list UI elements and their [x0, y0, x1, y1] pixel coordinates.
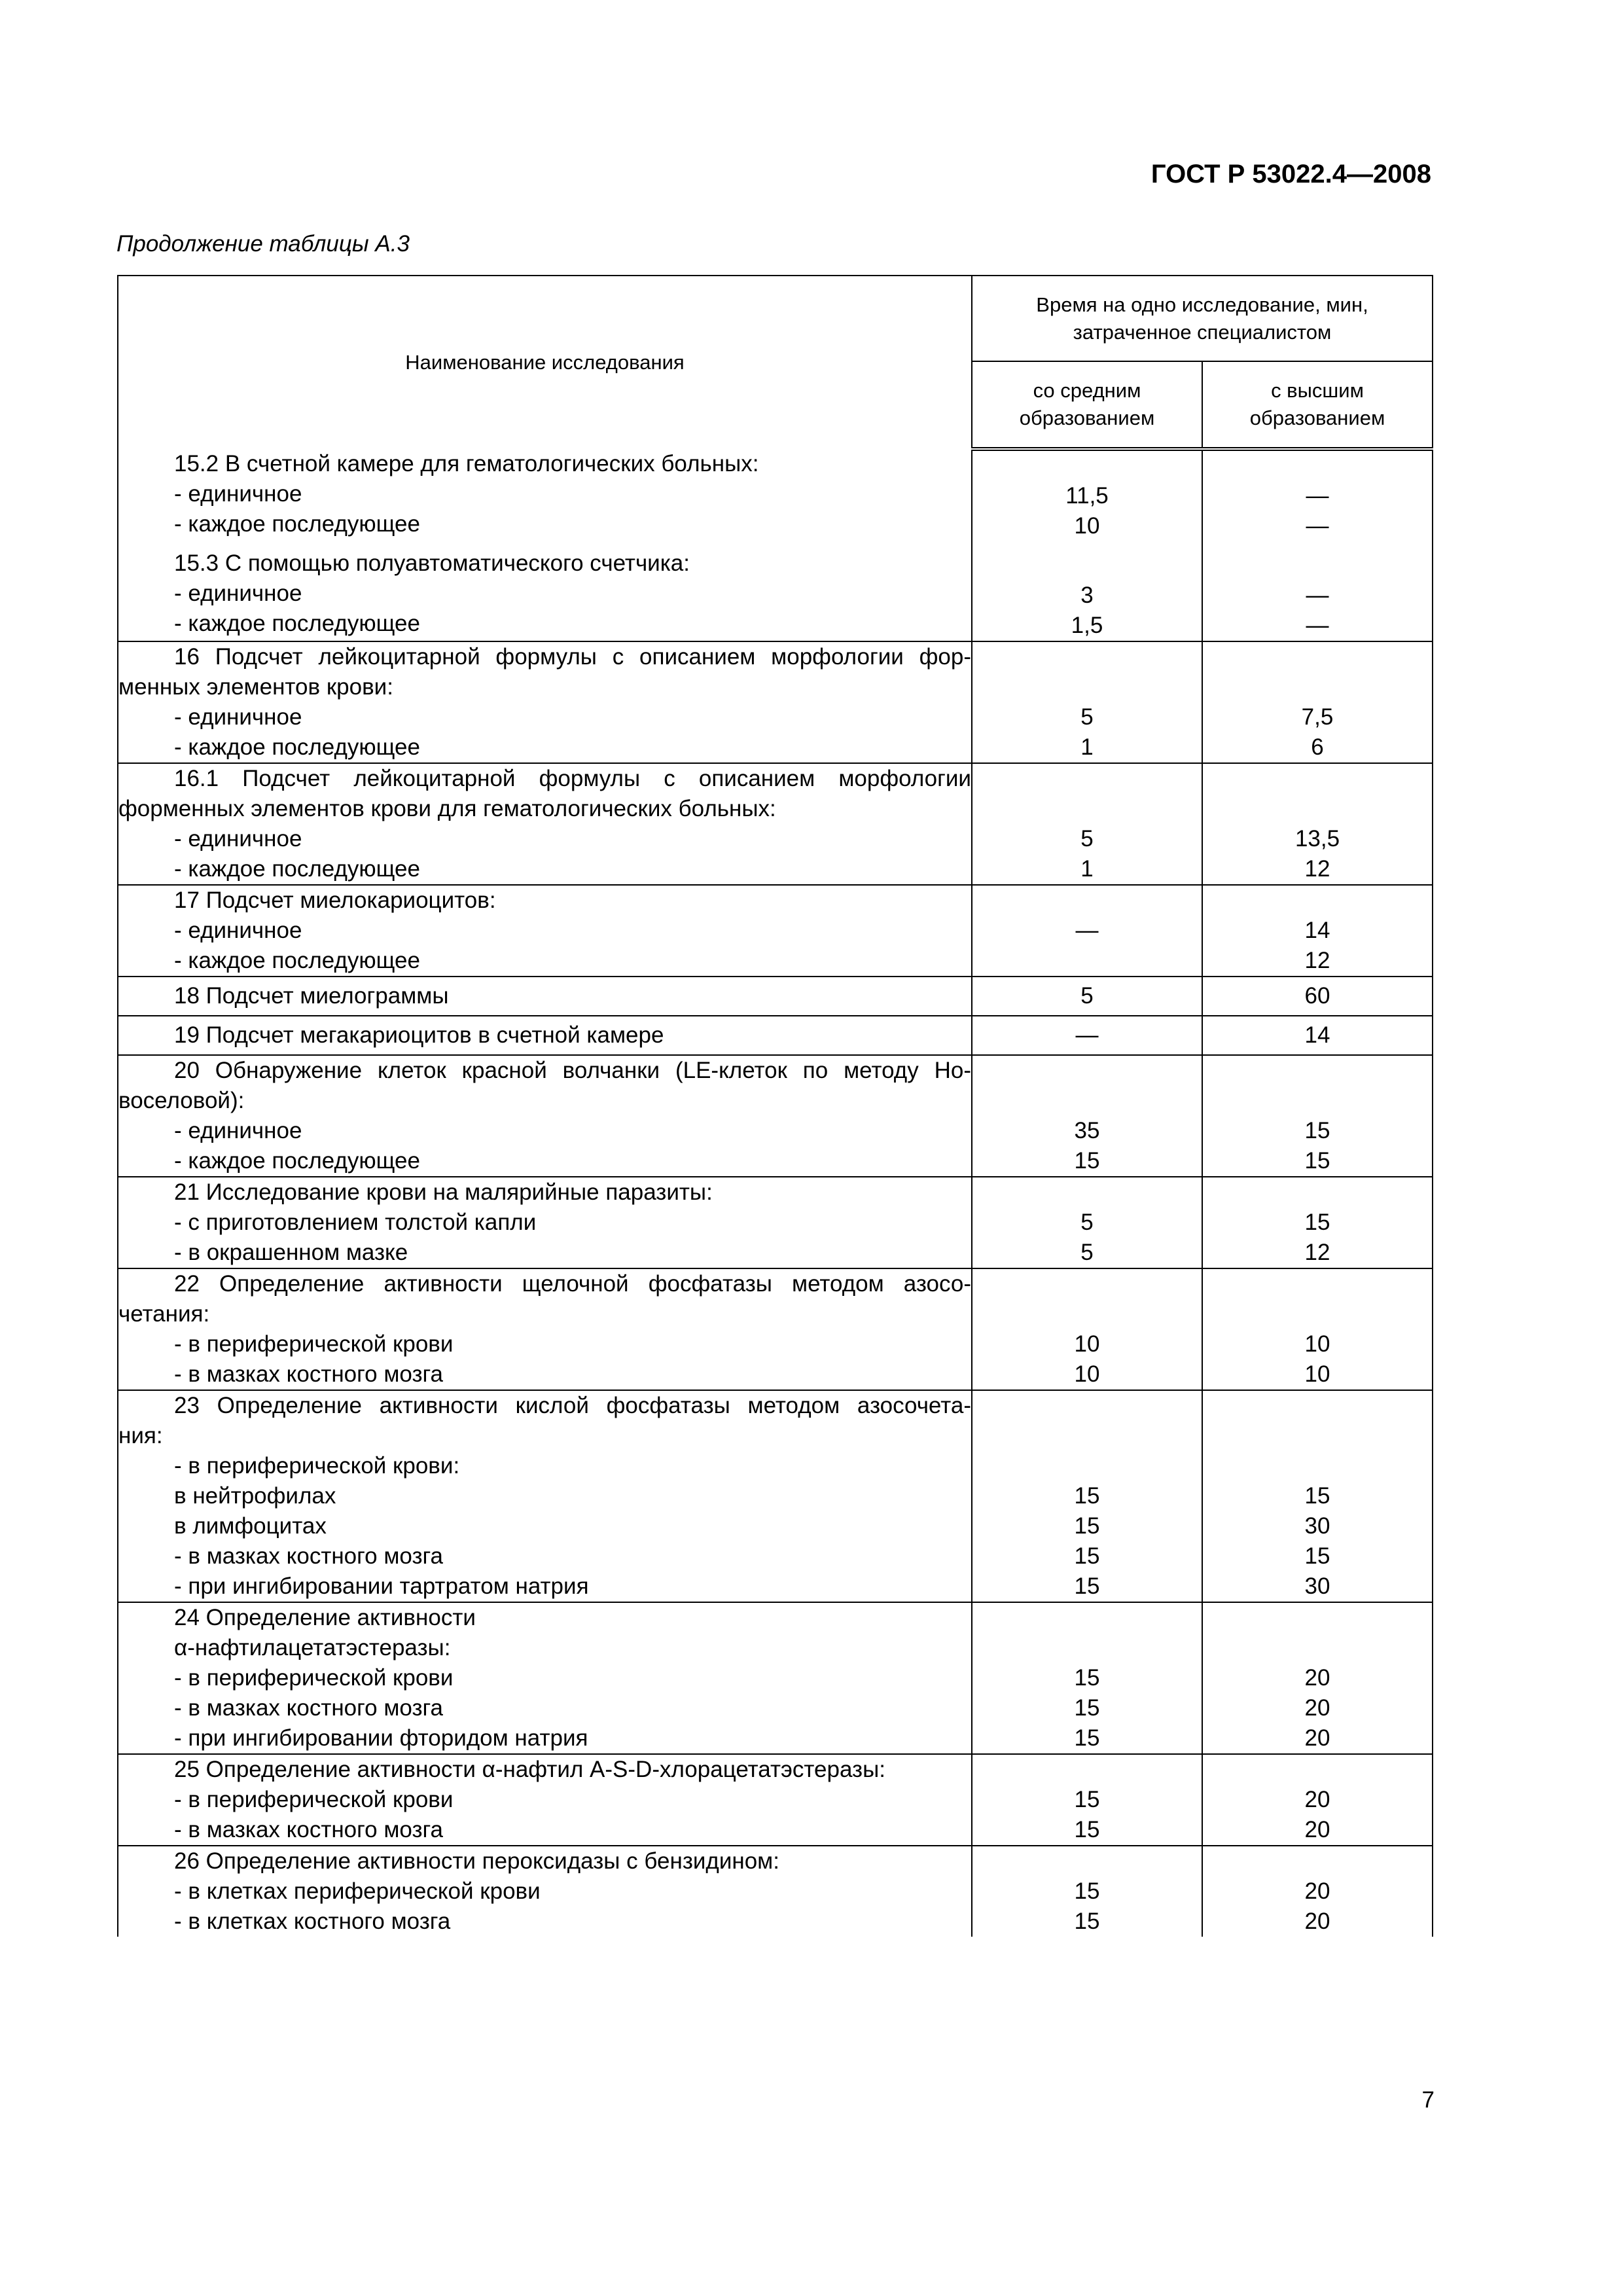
- value-higher: 20: [1304, 1909, 1330, 1934]
- value-secondary: 15: [1074, 1909, 1100, 1934]
- value-secondary: 15: [1074, 1878, 1100, 1904]
- row-label: 18 Подсчет миелограммы: [174, 983, 449, 1009]
- value-secondary: 15: [1074, 1665, 1100, 1691]
- value-secondary: —: [1075, 918, 1099, 943]
- table-row: [118, 1602, 1433, 1754]
- table-row: [118, 885, 1433, 977]
- row-label: - с приготовлением толстой капли: [174, 1210, 537, 1235]
- value-secondary: 15: [1074, 1695, 1100, 1721]
- table-row: [118, 641, 1433, 763]
- row-label: 22 Определение активности щелочной фосфатазы методом азосо-: [174, 1271, 971, 1297]
- value-higher: 13,5: [1294, 826, 1340, 852]
- row-label: - каждое последующее: [174, 734, 420, 760]
- column-header-name: Наименование исследования: [118, 276, 972, 449]
- row-label: - в клетках костного мозга: [174, 1909, 451, 1934]
- row-label: α-нафтилацетатэстеразы:: [174, 1635, 451, 1660]
- value-secondary: 5: [1080, 1240, 1094, 1265]
- row-label: в лимфоцитах: [174, 1513, 327, 1539]
- value-secondary: 1: [1080, 734, 1094, 760]
- row-label: 19 Подсчет мегакариоцитов в счетной камере: [174, 1022, 664, 1048]
- value-secondary: 10: [1074, 1361, 1100, 1387]
- row-label: 20 Обнаружение клеток красной волчанки (LE-клеток по методу Но-: [174, 1058, 971, 1083]
- row-label: 25 Определение активности α-нафтил A-S-D-хлорацетатэстеразы:: [174, 1757, 885, 1782]
- row-label: - единичное: [174, 481, 302, 507]
- value-secondary: 15: [1074, 1513, 1100, 1539]
- row-label: - в периферической крови: [174, 1787, 454, 1812]
- research-time-table: [117, 275, 1433, 1937]
- row-label: 23 Определение активности кислой фосфатазы методом азосочета-: [174, 1393, 971, 1418]
- row-label: - в периферической крови:: [174, 1453, 460, 1479]
- value-higher: 6: [1311, 734, 1324, 760]
- table-row: [118, 1390, 1433, 1602]
- row-label: - каждое последующее: [174, 948, 420, 973]
- row-label: - каждое последующее: [174, 611, 420, 636]
- row-label: 24 Определение активности: [174, 1605, 476, 1630]
- row-label: - единичное: [174, 581, 302, 606]
- value-secondary: 15: [1074, 1483, 1100, 1509]
- row-label: - при ингибировании фторидом натрия: [174, 1725, 588, 1751]
- value-higher: 10: [1304, 1331, 1330, 1357]
- page-number: 7: [1421, 2087, 1435, 2113]
- row-label: - в мазках костного мозга: [174, 1817, 443, 1842]
- value-higher: —: [1306, 483, 1329, 509]
- value-higher: 15: [1304, 1148, 1330, 1174]
- row-label: менных элементов крови:: [118, 674, 393, 700]
- row-label: - каждое последующее: [174, 1148, 420, 1174]
- value-higher: 20: [1304, 1725, 1330, 1751]
- value-higher: 15: [1304, 1210, 1330, 1235]
- value-secondary: 1: [1080, 856, 1094, 882]
- value-secondary: 35: [1074, 1118, 1100, 1143]
- value-secondary: 3: [1080, 583, 1094, 608]
- row-label: - в мазках костного мозга: [174, 1361, 443, 1387]
- row-label: - в клетках периферической крови: [174, 1878, 541, 1904]
- table-row: [118, 763, 1433, 885]
- value-higher: 14: [1304, 918, 1330, 943]
- value-higher: 12: [1304, 948, 1330, 973]
- row-label: в нейтрофилах: [174, 1483, 336, 1509]
- row-label: - в периферической крови: [174, 1331, 454, 1357]
- value-higher: 20: [1304, 1695, 1330, 1721]
- value-secondary: 15: [1074, 1573, 1100, 1599]
- value-higher: 30: [1304, 1513, 1330, 1539]
- table-row: [118, 1177, 1433, 1268]
- standard-code: ГОСТ Р 53022.4—2008: [1150, 160, 1431, 188]
- row-label: 15.3 С помощью полуавтоматического счетчика:: [174, 550, 690, 576]
- value-higher: 15: [1304, 1543, 1330, 1569]
- row-label: - каждое последующее: [174, 511, 420, 537]
- row-label: 21 Исследование крови на малярийные паразиты:: [174, 1179, 713, 1205]
- row-label: - единичное: [174, 704, 302, 730]
- value-secondary: 5: [1080, 983, 1094, 1009]
- value-secondary: 5: [1080, 1210, 1094, 1235]
- row-label: - при ингибировании тартратом натрия: [174, 1573, 589, 1599]
- row-label: - каждое последующее: [174, 856, 420, 882]
- table-row: [118, 1055, 1433, 1177]
- value-secondary: 15: [1074, 1787, 1100, 1812]
- value-secondary: 10: [1074, 513, 1100, 539]
- row-label: - в мазках костного мозга: [174, 1543, 443, 1569]
- table-row: [118, 1754, 1433, 1846]
- value-higher: 15: [1304, 1483, 1330, 1509]
- value-secondary: 5: [1080, 704, 1094, 730]
- row-label: ния:: [118, 1423, 163, 1448]
- value-secondary: 15: [1074, 1725, 1100, 1751]
- value-higher: 20: [1304, 1817, 1330, 1842]
- value-higher: —: [1306, 513, 1329, 539]
- row-label: воселовой):: [118, 1088, 245, 1113]
- value-secondary: 5: [1080, 826, 1094, 852]
- row-label: - в окрашенном мазке: [174, 1240, 408, 1265]
- row-label: форменных элементов крови для гематологических больных:: [118, 796, 776, 821]
- value-higher: 15: [1304, 1118, 1330, 1143]
- value-higher: 12: [1304, 856, 1330, 882]
- table-row: [118, 1016, 1433, 1055]
- row-label: 17 Подсчет миелокариоцитов:: [174, 888, 496, 913]
- value-secondary: 1,5: [1071, 613, 1103, 638]
- value-secondary: 11,5: [1065, 483, 1109, 509]
- row-label: четания:: [118, 1301, 210, 1327]
- value-secondary: 15: [1074, 1543, 1100, 1569]
- value-secondary: [972, 946, 1202, 976]
- table-row: [118, 1846, 1433, 1937]
- value-higher: —: [1306, 613, 1329, 638]
- row-label: - в мазках костного мозга: [174, 1695, 443, 1721]
- table-row: [118, 977, 1433, 1016]
- row-label: - единичное: [174, 826, 302, 852]
- value-higher: 20: [1304, 1665, 1330, 1691]
- value-secondary: 15: [1074, 1148, 1100, 1174]
- column-header-higher: с высшим образованием: [1202, 361, 1433, 449]
- table-row: [118, 449, 1433, 641]
- row-label: 16.1 Подсчет лейкоцитарной формулы с описанием морфологии: [174, 766, 971, 791]
- row-label: 26 Определение активности пероксидазы с бензидином:: [174, 1848, 779, 1874]
- value-higher: —: [1306, 583, 1329, 608]
- table-row: [118, 1268, 1433, 1390]
- row-label: - единичное: [174, 918, 302, 943]
- value-secondary: 10: [1074, 1331, 1100, 1357]
- column-header-time: Время на одно исследование, мин, затраченное специалистом: [972, 276, 1433, 361]
- row-label: 16 Подсчет лейкоцитарной формулы с описанием морфологии фор-: [174, 644, 971, 670]
- value-higher: 60: [1304, 983, 1330, 1009]
- row-label: 15.2 В счетной камере для гематологических больных:: [174, 451, 759, 476]
- row-label: - единичное: [174, 1118, 302, 1143]
- value-higher: 20: [1304, 1878, 1330, 1904]
- value-secondary: —: [1075, 1022, 1099, 1048]
- value-higher: 10: [1304, 1361, 1330, 1387]
- row-label: - в периферической крови: [174, 1665, 454, 1691]
- value-higher: 20: [1304, 1787, 1330, 1812]
- column-header-secondary: со средним образованием: [972, 361, 1202, 449]
- table-continuation-caption: Продолжение таблицы А.3: [116, 231, 410, 257]
- value-higher: 12: [1304, 1240, 1330, 1265]
- value-higher: 30: [1304, 1573, 1330, 1599]
- value-higher: 14: [1304, 1022, 1330, 1048]
- value-secondary: 15: [1074, 1817, 1100, 1842]
- value-higher: 7,5: [1301, 704, 1334, 730]
